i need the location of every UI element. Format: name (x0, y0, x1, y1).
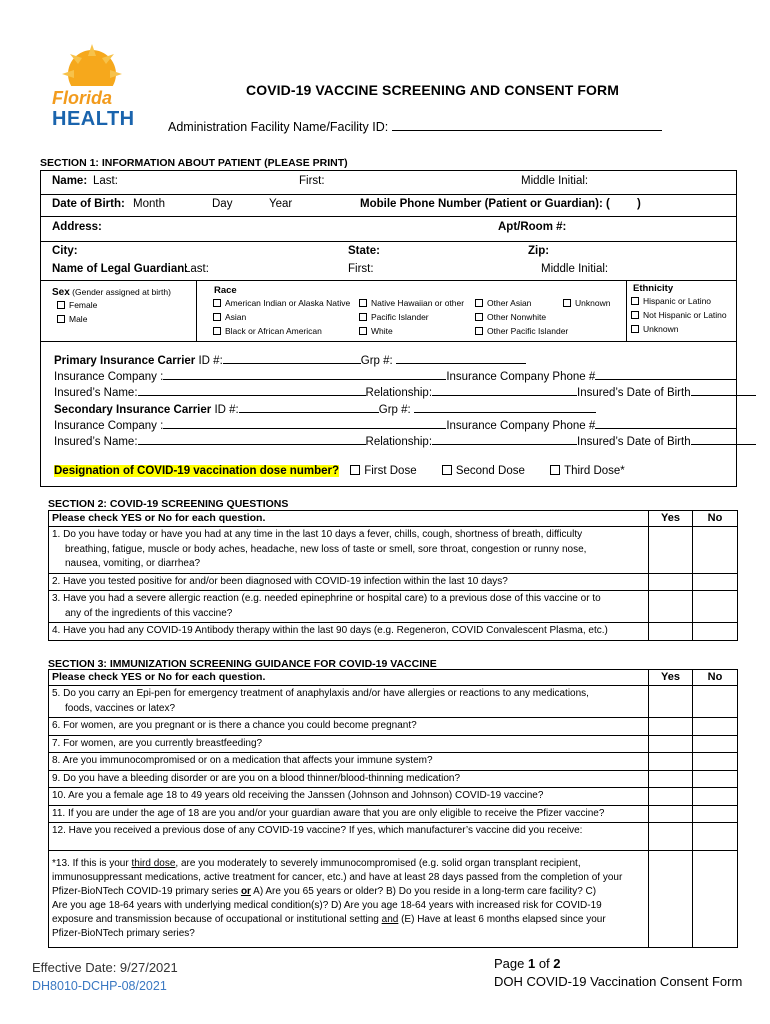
race-option[interactable] (475, 298, 531, 308)
section2-table (48, 510, 738, 641)
table-row (49, 753, 738, 771)
ethnicity-checkbox[interactable] (631, 311, 639, 319)
section3-instruction: Please check YES or No for each question. (49, 670, 649, 686)
page-label: Page (494, 956, 528, 971)
logo-text-health: HEALTH (52, 108, 135, 130)
dose-first-checkbox[interactable] (350, 465, 360, 475)
question-10: 10. Are you a female age 18 to 49 years old receiving the Janssen (Johnson and Johnson) COVID-19 vaccine? (49, 788, 649, 806)
question-text: 5. Do you carry an Epi-pen for emergency treatment of anaphylaxis and/or have allergies or reactions to any medications, (52, 688, 589, 699)
primary-insured-input[interactable] (138, 385, 366, 396)
question-text: Pfizer-BioNTech primary series? (52, 928, 195, 939)
sex-option-female[interactable] (57, 300, 97, 310)
yes-cell[interactable] (649, 573, 693, 591)
table-row (49, 573, 738, 591)
ethnicity-checkbox[interactable] (631, 325, 639, 333)
table-row (49, 735, 738, 753)
form-name: DOH COVID-19 Vaccination Consent Form (494, 974, 743, 989)
race-option-label: Other Nonwhite (487, 312, 547, 322)
race-option-label: Asian (225, 312, 247, 322)
race-option[interactable] (213, 312, 246, 322)
section1-heading: SECTION 1: INFORMATION ABOUT PATIENT (PLEASE PRINT) (40, 157, 348, 169)
address-row[interactable] (40, 216, 737, 242)
dose-first-option[interactable] (350, 465, 416, 477)
primary-insured-row[interactable] (54, 385, 756, 399)
city-guardian-row[interactable] (40, 241, 737, 281)
question-text: 3. Have you had a severe allergic reaction (e.g. needed epinephrine or hospital care) to a previous dose of this vaccine or to (52, 593, 601, 604)
guardian-label: Name of Legal Guardian: (52, 263, 189, 275)
dose-third-checkbox[interactable] (550, 465, 560, 475)
secondary-carrier-label: Secondary Insurance Carrier (54, 404, 212, 416)
secondary-grp-label: Grp #: (378, 404, 411, 416)
secondary-company-row[interactable] (54, 418, 737, 432)
no-cell[interactable] (693, 805, 738, 823)
ethnicity-option-label: Hispanic or Latino (643, 296, 712, 306)
question-text: nausea, vomiting, or diarrhea? (65, 558, 201, 569)
middle-initial-label: Middle Initial: (521, 175, 589, 187)
secondary-carrier-row[interactable] (54, 402, 596, 416)
no-cell[interactable] (693, 527, 738, 574)
question-text: (E) Have at least 6 months elapsed since your (398, 914, 606, 925)
question-text: Are you age 18-64 years with underlying medical condition(s)? D) Are you age 18-64 years with increased risk for COVID-19 (52, 900, 602, 911)
race-checkbox[interactable] (359, 313, 367, 321)
table-row (49, 686, 738, 718)
yes-cell[interactable] (649, 823, 693, 851)
race-option-label: Black or African American (225, 326, 322, 336)
question-text: exposure and transmission because of occupational or institutional setting (52, 914, 382, 925)
facility-input-line[interactable] (392, 120, 662, 131)
table-row (49, 805, 738, 823)
table-header-row (49, 511, 738, 527)
question-text: foods, vaccines or latex? (65, 702, 176, 714)
secondary-insured-row[interactable] (54, 434, 756, 448)
primary-company-input[interactable] (163, 369, 446, 380)
question-7: 7. For women, are you currently breastfeeding? (49, 735, 649, 753)
no-header: No (693, 670, 738, 686)
ethnicity-option[interactable] (631, 296, 711, 306)
first-name-label: First: (299, 175, 325, 187)
no-header: No (693, 511, 738, 527)
dose-second-checkbox[interactable] (442, 465, 452, 475)
table-row (49, 851, 738, 948)
sex-label: Sex (52, 287, 70, 298)
race-checkbox[interactable] (213, 313, 221, 321)
race-checkbox[interactable] (213, 327, 221, 335)
question-text: *13. If this is your (52, 858, 132, 869)
address-label: Address: (52, 221, 102, 233)
no-cell[interactable] (693, 718, 738, 736)
question-text: , are you moderately to severely immunocompromised (e.g. solid organ transplant recipient, (175, 858, 581, 869)
dose-third-option[interactable] (550, 465, 625, 477)
dose-second-label: Second Dose (455, 465, 525, 477)
section3-heading: SECTION 3: IMMUNIZATION SCREENING GUIDANCE FOR COVID-19 VACCINE (48, 658, 437, 670)
race-checkbox[interactable] (359, 299, 367, 307)
race-checkbox[interactable] (475, 327, 483, 335)
or-emphasis: or (240, 886, 251, 897)
question-3 (49, 591, 649, 623)
dob-day-label: Day (212, 198, 233, 210)
yes-cell[interactable] (649, 591, 693, 623)
name-row[interactable] (40, 170, 737, 195)
race-option[interactable] (475, 326, 568, 336)
yes-header: Yes (649, 670, 693, 686)
question-text: breathing, fatigue, muscle or body aches, headache, new loss of taste or smell, sore throat, congestion or runny nose, (65, 543, 587, 555)
insurance-box (40, 341, 737, 487)
no-cell[interactable] (693, 851, 738, 948)
yes-header: Yes (649, 511, 693, 527)
race-option[interactable] (213, 326, 322, 336)
primary-insured-dob-input[interactable] (691, 385, 756, 396)
race-option-unknown[interactable] (563, 298, 610, 308)
table-row (49, 591, 738, 623)
page-number: 1 (527, 956, 536, 971)
yes-cell[interactable] (649, 735, 693, 753)
question-8: 8. Are you immunocompromised or on a medication that affects your immune system? (49, 753, 649, 771)
table-row (49, 527, 738, 574)
ethnicity-option-label: Unknown (643, 324, 679, 334)
sex-field-label (52, 287, 171, 298)
secondary-phone-label: Insurance Company Phone # (446, 420, 596, 432)
male-checkbox[interactable] (57, 315, 65, 323)
question-11: 11. If you are under the age of 18 are you and/or your guardian aware that you are only eligible to receive the Pfizer vaccine? (49, 805, 649, 823)
form-code: DH8010-DCHP-08/2021 (32, 979, 167, 993)
no-cell[interactable] (693, 788, 738, 806)
dob-month-label: Month (133, 198, 165, 210)
race-option-label: American Indian or Alaska Native (225, 298, 351, 308)
primary-company-row[interactable] (54, 369, 737, 383)
table-row (49, 718, 738, 736)
ethnicity-label: Ethnicity (633, 283, 674, 294)
dose-row (54, 465, 625, 477)
table-row (49, 770, 738, 788)
city-label: City: (52, 245, 78, 257)
question-5 (49, 686, 649, 718)
race-option[interactable] (213, 298, 350, 308)
question-13 (49, 851, 649, 948)
race-option-label: White (371, 326, 393, 336)
table-row (49, 823, 738, 851)
race-option-label: Native Hawaiian or other (371, 298, 465, 308)
dob-row[interactable] (40, 194, 737, 217)
race-option-label: Pacific Islander (371, 312, 429, 322)
race-checkbox[interactable] (475, 313, 483, 321)
question-text: A) Are you 65 years or older? B) Do you reside in a long-term care facility? C) (250, 886, 597, 897)
table-row (49, 788, 738, 806)
effective-date: Effective Date: 9/27/2021 (32, 960, 178, 975)
race-option[interactable] (359, 312, 429, 322)
section2-heading: SECTION 2: COVID-19 SCREENING QUESTIONS (48, 498, 289, 510)
mobile-phone-close: ) (637, 198, 641, 210)
race-option[interactable] (359, 298, 464, 308)
yes-cell[interactable] (649, 770, 693, 788)
dob-year-label: Year (269, 198, 293, 210)
secondary-insured-input[interactable] (138, 434, 366, 445)
question-2: 2. Have you tested positive for and/or been diagnosed with COVID-19 infection within the last 10 days? (49, 573, 649, 591)
no-cell[interactable] (693, 686, 738, 718)
secondary-phone-input[interactable] (595, 418, 737, 429)
table-header-row (49, 670, 738, 686)
ethnicity-checkbox[interactable] (631, 297, 639, 305)
apt-label: Apt/Room #: (498, 221, 567, 233)
secondary-insured-dob-input[interactable] (691, 434, 756, 445)
no-cell[interactable] (693, 770, 738, 788)
secondary-insured-label: Insured’s Name: (54, 436, 138, 448)
sex-option-male[interactable] (57, 314, 87, 324)
primary-phone-label: Insurance Company Phone # (446, 371, 596, 383)
no-cell[interactable] (693, 823, 738, 851)
table-row (49, 623, 738, 641)
form-title: COVID-19 VACCINE SCREENING AND CONSENT FORM (246, 82, 619, 98)
race-unknown-label: Unknown (575, 298, 611, 308)
primary-id-input[interactable] (223, 353, 361, 364)
last-name-label: Last: (93, 175, 118, 187)
dose-second-option[interactable] (442, 465, 525, 477)
question-6: 6. For women, are you pregnant or is there a chance you could become pregnant? (49, 718, 649, 736)
section2-instruction: Please check YES or No for each question. (49, 511, 649, 527)
primary-phone-input[interactable] (595, 369, 737, 380)
section3-table (48, 669, 738, 948)
page-total: 2 (553, 956, 561, 971)
state-label: State: (348, 245, 380, 257)
question-text: any of the ingredients of this vaccine? (65, 607, 233, 619)
race-label: Race (214, 285, 237, 296)
yes-cell[interactable] (649, 805, 693, 823)
question-4: 4. Have you had any COVID-19 Antibody therapy within the last 90 days (e.g. Regeneron, COVID Convalescent Plasma, etc.) (49, 623, 649, 641)
female-checkbox[interactable] (57, 301, 65, 309)
question-text: 1. Do you have today or have you had at any time in the last 10 days a fever, chills, cough, shortness of breath, difficulty (52, 529, 583, 540)
florida-health-logo (52, 44, 135, 134)
third-dose-emphasis: third dose (131, 858, 176, 869)
secondary-company-input[interactable] (163, 418, 446, 429)
question-9: 9. Do you have a bleeding disorder or are you on a blood thinner/blood-thinning medication? (49, 770, 649, 788)
page-of: of (535, 956, 554, 971)
question-text: Pfizer-BioNTech COVID-19 primary series (52, 886, 241, 897)
primary-insured-dob-label: Insured’s Date of Birth (577, 387, 691, 399)
primary-carrier-row[interactable] (54, 353, 526, 367)
yes-cell[interactable] (649, 788, 693, 806)
no-cell[interactable] (693, 591, 738, 623)
male-label: Male (69, 314, 88, 324)
ethnicity-option[interactable] (631, 324, 678, 334)
guardian-middle-label: Middle Initial: (541, 263, 609, 275)
yes-cell[interactable] (649, 718, 693, 736)
secondary-grp-input[interactable] (414, 402, 596, 413)
primary-id-label: ID #: (198, 355, 223, 367)
ethnicity-option-label: Not Hispanic or Latino (643, 310, 727, 320)
secondary-relationship-label: Relationship: (365, 436, 433, 448)
secondary-id-label: ID #: (214, 404, 239, 416)
yes-cell[interactable] (649, 686, 693, 718)
race-option[interactable] (475, 312, 546, 322)
logo-text-florida: Florida (52, 88, 113, 108)
secondary-id-input[interactable] (239, 402, 379, 413)
yes-cell[interactable] (649, 623, 693, 641)
primary-relationship-label: Relationship: (365, 387, 433, 399)
no-cell[interactable] (693, 573, 738, 591)
yes-cell[interactable] (649, 527, 693, 574)
yes-cell[interactable] (649, 851, 693, 948)
race-option[interactable] (359, 326, 393, 336)
secondary-company-label: Insurance Company : (54, 420, 164, 432)
primary-insured-label: Insured’s Name: (54, 387, 138, 399)
yes-cell[interactable] (649, 753, 693, 771)
primary-relationship-input[interactable] (432, 385, 577, 396)
secondary-relationship-input[interactable] (432, 434, 577, 445)
mobile-phone-label: Mobile Phone Number (Patient or Guardian): ( (360, 198, 610, 210)
race-option-label: Other Pacific Islander (487, 326, 569, 336)
dose-first-label: First Dose (364, 465, 417, 477)
race-checkbox[interactable] (475, 299, 483, 307)
race-checkbox[interactable] (359, 327, 367, 335)
ethnicity-option[interactable] (631, 310, 727, 320)
dose-third-label: Third Dose* (564, 465, 625, 477)
demographics-box (40, 280, 737, 342)
guardian-last-label: Last: (184, 263, 209, 275)
no-cell[interactable] (693, 753, 738, 771)
primary-carrier-label: Primary Insurance Carrier (54, 355, 196, 367)
page-indicator (494, 956, 742, 989)
race-option-label: Other Asian (487, 298, 532, 308)
sex-note: (Gender assigned at birth) (72, 287, 171, 297)
race-checkbox[interactable] (213, 299, 221, 307)
facility-field[interactable] (168, 120, 662, 134)
question-12: 12. Have you received a previous dose of any COVID-19 vaccine? If yes, which manufacturer’s vaccine did you receive: (49, 823, 649, 851)
primary-grp-input[interactable] (396, 353, 526, 364)
facility-label: Administration Facility Name/Facility ID: (168, 120, 389, 134)
female-label: Female (69, 300, 98, 310)
secondary-insured-dob-label: Insured’s Date of Birth (577, 436, 691, 448)
zip-label: Zip: (528, 245, 550, 257)
race-unknown-checkbox[interactable] (563, 299, 571, 307)
no-cell[interactable] (693, 623, 738, 641)
no-cell[interactable] (693, 735, 738, 753)
primary-grp-label: Grp #: (360, 355, 393, 367)
question-text: immunosuppressant medications, active treatment for cancer, etc.) and have at least 28 days passed from the completion of your (52, 872, 623, 883)
question-1 (49, 527, 649, 574)
dob-label: Date of Birth: (52, 198, 125, 210)
guardian-first-label: First: (348, 263, 374, 275)
and-emphasis: and (381, 914, 399, 925)
name-label: Name: (52, 175, 88, 187)
dose-question: Designation of COVID-19 vaccination dose number? (54, 465, 339, 477)
primary-company-label: Insurance Company : (54, 371, 164, 383)
